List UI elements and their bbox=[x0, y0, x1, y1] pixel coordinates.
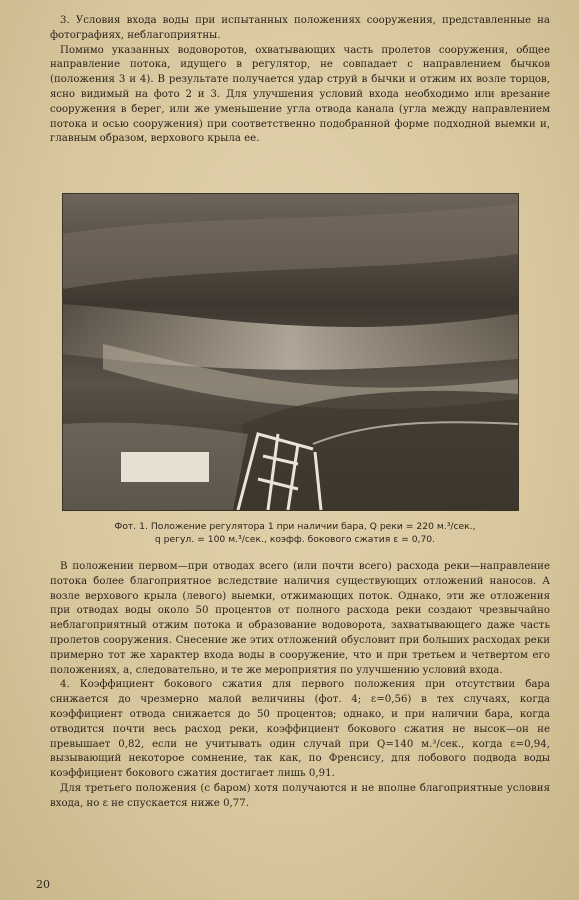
top-text-block bbox=[50, 14, 550, 147]
paragraph-vortices: Помимо указанных водоворотов, охватывающих часть пролетов сооружения, общее направление потока, идущего в регулятор, не совпадает с направлением бычков (положения 3 и 4). В результате получается удар струй в бычки и отжим их возле торцов, ясно видимый на фото 2 и 3. Для улучшения условий входа необходимо или врезание сооружения в берег, или же уменьшение угла отвода канала (угла между направлением потока и осью сооружения) при соответственно подобранной форме подходной выемки и, главным образом, верхового крыла ее. bbox=[50, 44, 550, 145]
paragraph-contraction-coefficient: 4. Коэффициент бокового сжатия для первого положения при отсутствии бара снижается до чрезмерно малой величины (фот. 4; ε=0,56) в тех случаях, когда коэффициент отвода снижается до 50 процентов; однако, и при наличии бара, когда отводится почти весь расход реки, коэффициент бокового сжатия не высок—он не превышает 0,82, если не учитывать один случай при Q=140 м.³/сек., когда ε=0,94, вызывающий некоторое сомнение, так как, по Френсису, для лобового подвода воды коэффициент бокового сжатия достигает лишь 0,91. bbox=[50, 679, 550, 780]
paragraph-first-position: В положении первом—при отводах всего (или почти всего) расхода реки—направление потока более благоприятное вследствие наличия существующих отложений наносов. А возле верхового крыла (левого) выемки, отжимающих поток. Однако, эти же отложения при отводах воды около 50 процентов от полного расхода реки создают чрезвычайно неблагоприятный отжим потока и образование водоворота, захватывающего даже часть пролетов сооружения. Снесение же этих отложений обусловит при больших расходах реки примерно тот же характер входа воды в сооружение, что и при третьем и четвертом его положениях, а, следовательно, и те же мероприятия по улучшению условий входа. bbox=[50, 561, 550, 676]
paragraph-conditions: 3. Условия входа воды при испытанных положениях сооружения, представленные на фотографиях, неблагоприятны. bbox=[50, 15, 550, 41]
bottom-text-block bbox=[50, 560, 550, 812]
caption-line-1: Фот. 1. Положение регулятора 1 при наличии бара, Q реки = 220 м.³/сек., bbox=[114, 521, 476, 532]
caption-line-2: q регул. = 100 м.³/сек., коэфф. бокового сжатия ε = 0,70. bbox=[154, 534, 436, 545]
photo-regulator-model bbox=[62, 193, 519, 511]
figure-caption bbox=[60, 520, 530, 546]
paragraph-third-position: Для третьего положения (с баром) хотя получаются и не вполне благоприятные условия входа, но ε не спускается ниже 0,77. bbox=[50, 782, 550, 809]
page-number: 20 bbox=[36, 878, 50, 891]
photo-illustration bbox=[63, 194, 518, 510]
